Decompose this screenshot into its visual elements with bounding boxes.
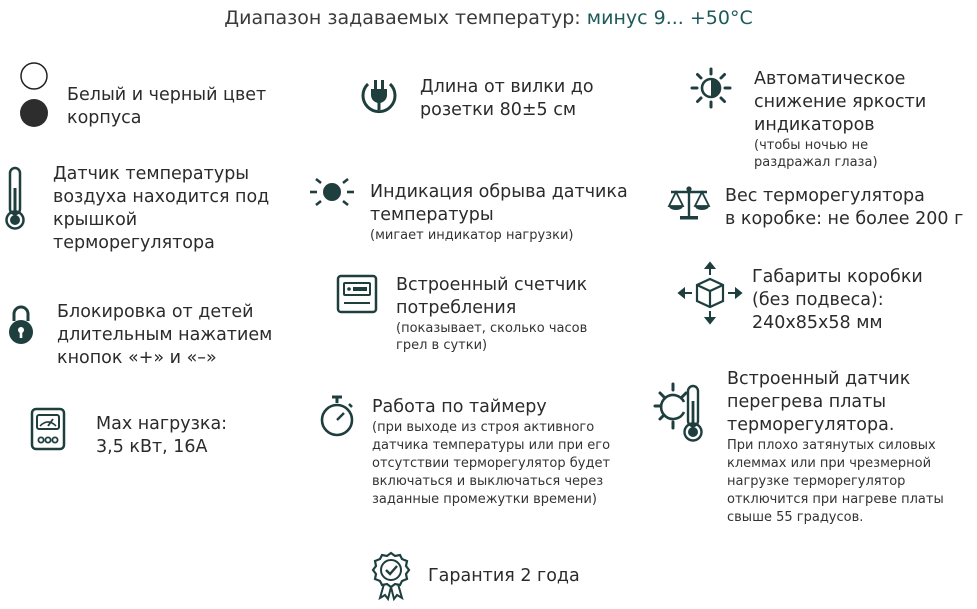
feature-note: свыше 55 градусов.: [727, 510, 864, 525]
indicator-icon: [307, 174, 357, 210]
feature-note: заданные промежутки времени): [372, 492, 597, 507]
feature-line: Вес терморегулятора: [725, 186, 925, 206]
feature-note: раздражал глаза): [754, 155, 878, 170]
white-black-circles-icon: [16, 60, 52, 132]
feature-line: корпуса: [67, 108, 142, 128]
feature-sensor-break: [370, 181, 628, 244]
feature-note: При плохо затянутых силовых: [727, 438, 936, 453]
box-icon: [677, 261, 743, 325]
feature-line: Белый и черный цвет: [67, 85, 267, 105]
feature-timer: [372, 396, 610, 509]
feature-line: (без подвеса):: [752, 290, 884, 310]
feature-line: Гарантия 2 года: [428, 566, 580, 586]
feature-cable-length: [420, 76, 594, 122]
meter-icon: [336, 274, 378, 314]
header: [0, 7, 977, 29]
feature-line: терморегулятора: [53, 233, 215, 253]
feature-line: Датчик температуры: [53, 164, 250, 184]
feature-child-lock: [57, 301, 272, 370]
feature-line: снижение яркости: [754, 92, 927, 112]
feature-overheat-sensor: [727, 368, 944, 527]
feature-line: 240х85х58 мм: [752, 313, 883, 333]
header-prefix: Диапазон задаваемых температур:: [224, 7, 581, 29]
feature-weight: [725, 185, 963, 231]
feature-body-color: [67, 84, 266, 130]
feature-note: нагрузке терморегулятор: [727, 474, 906, 489]
feature-line: Встроенный счетчик: [396, 275, 588, 295]
feature-max-load: [96, 413, 227, 459]
lock-icon: [7, 303, 35, 345]
feature-line: Max нагрузка:: [96, 414, 228, 434]
feature-note: клеммах или при чрезмерной: [727, 456, 932, 471]
plug-icon: [360, 77, 398, 115]
feature-note: (чтобы ночью не: [754, 138, 869, 153]
feature-line: Длина от вилки до: [420, 77, 594, 97]
feature-line: терморегулятора.: [727, 415, 895, 435]
feature-line: температуры: [370, 205, 494, 225]
temperature-range: минус 9... +50°С: [586, 7, 753, 29]
feature-line: Габариты коробки: [752, 267, 923, 287]
feature-line: кнопок «+» и «–»: [57, 348, 217, 368]
feature-note: (мигает индикатор нагрузки): [370, 228, 574, 243]
feature-sensor-location: [53, 163, 269, 255]
gauge-icon: [30, 407, 66, 451]
feature-line: Встроенный датчик: [727, 369, 911, 389]
feature-note: включаться и выключаться через: [372, 474, 604, 489]
feature-line: Блокировка от детей: [57, 302, 254, 322]
feature-line: розетки 80±5 см: [420, 100, 577, 120]
thermometer-icon: [5, 166, 25, 232]
feature-line: в коробке: не более 200 г: [725, 209, 964, 229]
feature-line: Автоматическое: [754, 69, 906, 89]
feature-line: Работа по таймеру: [372, 397, 547, 417]
sun-thermometer-icon: [653, 381, 711, 445]
feature-line: перегрева платы: [727, 392, 887, 412]
feature-note: отключится при нагреве платы: [727, 492, 944, 507]
feature-line: индикаторов: [754, 115, 875, 135]
feature-note: датчика температуры или при его: [372, 438, 611, 453]
feature-note: (при выходе из строя активного: [372, 420, 595, 435]
feature-line: 3,5 кВт, 16А: [96, 437, 208, 457]
feature-warranty: [428, 565, 580, 588]
feature-line: воздуха находится под: [53, 187, 270, 207]
brightness-icon: [690, 67, 732, 109]
feature-note: грел в сутки): [396, 338, 488, 353]
feature-line: крышкой: [53, 210, 138, 230]
feature-energy-counter: [396, 274, 587, 354]
feature-note: (показывает, сколько часов: [396, 321, 588, 336]
feature-box-dimensions: [752, 266, 923, 335]
scales-icon: [666, 184, 712, 222]
feature-auto-brightness: [754, 68, 926, 171]
feature-line: потребления: [396, 298, 517, 318]
stopwatch-icon: [318, 394, 356, 438]
feature-line: Индикация обрыва датчика: [370, 182, 628, 202]
feature-line: длительным нажатием: [57, 325, 273, 345]
feature-note: отсутствии терморегулятор будет: [372, 456, 611, 471]
badge-check-icon: [371, 551, 411, 601]
